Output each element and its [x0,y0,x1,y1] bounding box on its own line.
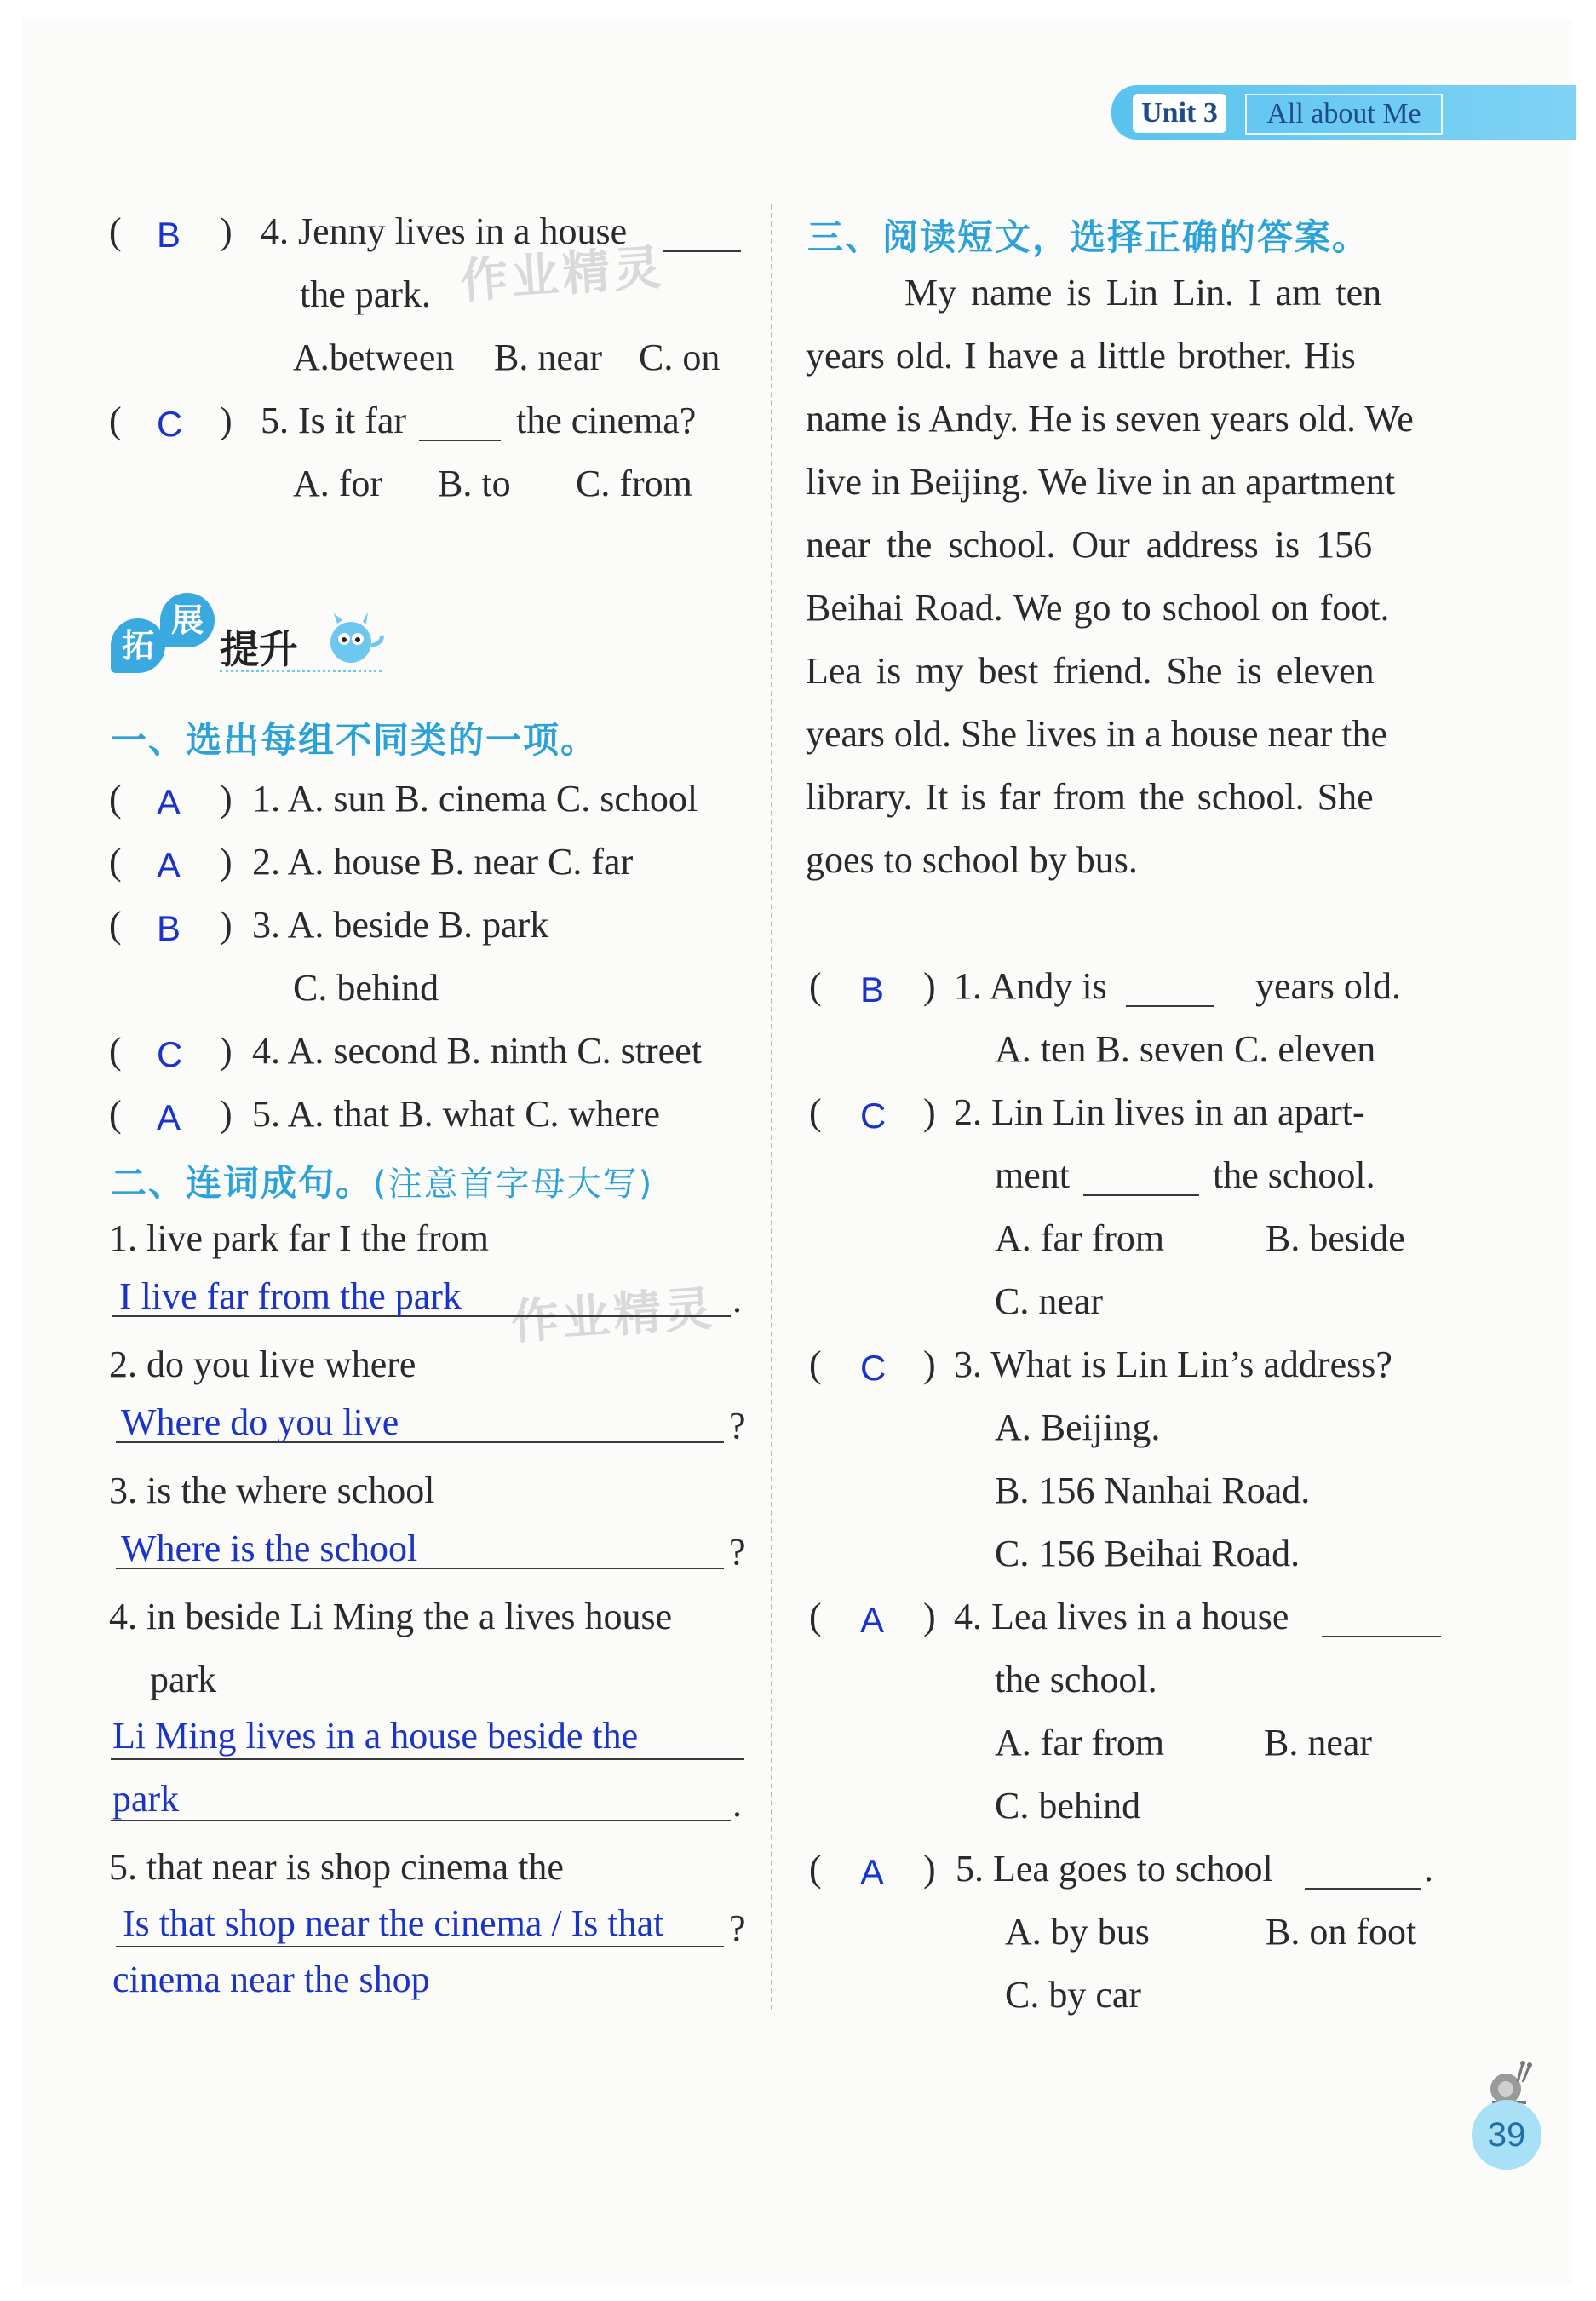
answer-letter: B [860,969,885,1010]
option: C. from [576,463,692,504]
question-text: 5. Is it far [261,400,407,441]
column-divider [771,204,772,2010]
section-heading-text: 二、连词成句。 [111,1162,374,1204]
answer-letter: C [860,1096,887,1136]
answer-letter: C [157,404,183,444]
option: A. far from [995,1217,1165,1259]
fill-blank [1126,975,1214,1007]
section-heading [111,1155,653,1206]
question-text: 2. Lin Lin lives in an apart- [954,1091,1365,1133]
option: A.between [293,337,455,378]
badge-label: 提升 [220,626,298,672]
question-text: the school. [995,1659,1157,1700]
passage-line: years old. I have a little brother. His [806,335,1356,377]
answer-letter: C [860,1348,887,1388]
passage-line: years old. She lives in a house near the [806,713,1388,755]
option: A. far from [995,1722,1165,1763]
question-text: the park. [300,273,431,315]
end-punct: ? [729,1907,746,1949]
passage-line: near the school. Our address is 156 [806,524,1373,566]
option: C. 156 Beihai Road. [995,1533,1300,1574]
passage-line: Beihai Road. We go to school on foot. [806,587,1390,629]
word-list: park [150,1659,217,1700]
passage-line: library. It is far from the school. She [806,776,1374,818]
answer-line [111,1779,731,1821]
fill-blank [1083,1164,1199,1196]
answer-letter: A [157,845,181,885]
answer-paren: ( [809,1848,822,1890]
option: B. on foot [1266,1911,1417,1953]
passage-line: name is Andy. He is seven years old. We [806,398,1414,440]
answer-paren: ( [109,841,122,883]
option: C. near [995,1280,1104,1322]
answer-paren: ( [809,1343,822,1385]
option: A. for [293,463,383,504]
answer-paren: ) [220,1030,233,1072]
question-text: 5. A. that B. what C. where [252,1093,661,1135]
answer-paren: ( [109,1093,122,1135]
answer-paren: ) [220,400,233,441]
answer-paren: ) [220,210,233,252]
answer-paren: ) [923,1343,936,1385]
question-text: ment [995,1154,1070,1196]
unit-label: Unit 3 [1133,94,1226,133]
answer-paren: ) [923,1848,936,1890]
passage-line: My name is Lin Lin. I am ten [904,272,1382,314]
section-heading: 一、选出每组不同类的一项。 [111,719,599,761]
option: A. by bus [1005,1911,1150,1953]
question-text: 3. What is Lin Lin’s address? [954,1343,1392,1385]
answer-sentence: Is that shop near the cinema / Is that [123,1902,664,1944]
word-list: 1. live park far I the from [109,1217,489,1259]
answer-paren: ( [109,778,122,820]
section-heading-note: (注意首字母大写) [373,1165,654,1204]
option: B. near [1264,1722,1373,1763]
answer-letter: A [157,782,181,822]
fill-blank [1322,1605,1441,1637]
passage-line: live in Beijing. We live in an apartment [806,461,1396,503]
section-heading: 三、阅读短文，选择正确的答案。 [807,216,1370,258]
answer-sentence: Where do you live [121,1401,399,1443]
option: B. 156 Nanhai Road. [995,1470,1311,1511]
answer-letter: C [157,1034,183,1074]
watermark: 作业精灵 [509,1280,718,1351]
option: B. beside [1266,1217,1405,1259]
answer-paren: ) [220,841,233,883]
question-text: 3. A. beside B. park [252,904,549,946]
answer-letter: A [157,1097,181,1137]
answer-paren: ) [220,904,233,946]
answer-paren: ( [109,210,122,252]
passage-line: Lea is my best friend. She is eleven [806,650,1375,692]
question-text: years old. [1255,965,1402,1007]
question-text: 5. Lea goes to school [956,1848,1273,1890]
answer-paren: ( [109,400,122,441]
option: B. near [494,337,603,378]
answer-sentence: Li Ming lives in a house beside the [112,1715,639,1757]
answer-sentence: park [112,1778,180,1820]
badge-bubble: 拓 [111,618,165,673]
unit-title: All about Me [1245,94,1443,135]
answer-letter: A [860,1600,885,1640]
end-punct: . [732,1279,742,1320]
question-text: 1. Andy is [954,965,1107,1007]
fill-blank [419,409,501,441]
watermark: 作业精灵 [458,239,667,310]
option: C. behind [995,1785,1141,1826]
answer-paren: ( [109,1030,122,1072]
answer-letter: B [157,908,181,948]
question-text: C. behind [293,967,439,1009]
answer-paren: ) [220,778,233,820]
answer-letter: B [157,215,181,255]
word-list: 2. do you live where [109,1343,416,1385]
end-punct: ? [729,1405,746,1447]
question-text: the school. [1213,1154,1375,1196]
monster-icon [322,605,390,673]
fill-blank [663,220,741,252]
option: C. by car [1005,1974,1142,2016]
answer-paren: ) [923,965,936,1007]
question-text: the cinema? [516,400,697,441]
word-list: 3. is the where school [109,1470,435,1511]
badge-bubble: 展 [160,593,215,647]
answer-paren: ( [109,904,122,946]
answer-paren: ) [923,1596,936,1637]
answer-sentence: Where is the school [121,1527,418,1569]
question-text: . [1424,1848,1433,1890]
word-list: 4. in beside Li Ming the a lives house [109,1596,673,1637]
passage-line: goes to school by bus. [806,839,1138,881]
badge-underline [220,670,382,672]
question-text: 2. A. house B. near C. far [252,841,634,883]
answer-paren: ( [809,1596,822,1637]
end-punct: ? [729,1531,746,1573]
option: A. Beijing. [995,1406,1161,1448]
end-punct: . [732,1783,742,1825]
question-text: 4. A. second B. ninth C. street [252,1030,702,1072]
question-text: 1. A. sun B. cinema C. school [252,778,698,820]
answer-paren: ) [220,1093,233,1135]
answer-paren: ( [809,965,822,1007]
answer-sentence: cinema near the shop [112,1959,430,2000]
option: A. ten B. seven C. eleven [995,1028,1376,1070]
question-text: 4. Lea lives in a house [954,1596,1289,1637]
answer-paren: ( [809,1091,822,1133]
word-list: 5. that near is shop cinema the [109,1846,564,1888]
answer-sentence: I live far from the park [119,1275,462,1317]
page-number: 39 [1472,2100,1541,2170]
answer-letter: A [860,1852,885,1892]
option: C. on [639,337,720,378]
fill-blank [1305,1857,1421,1890]
question-text: 4. Jenny lives in a house [261,210,628,252]
answer-paren: ) [923,1091,936,1133]
option: B. to [438,463,511,504]
